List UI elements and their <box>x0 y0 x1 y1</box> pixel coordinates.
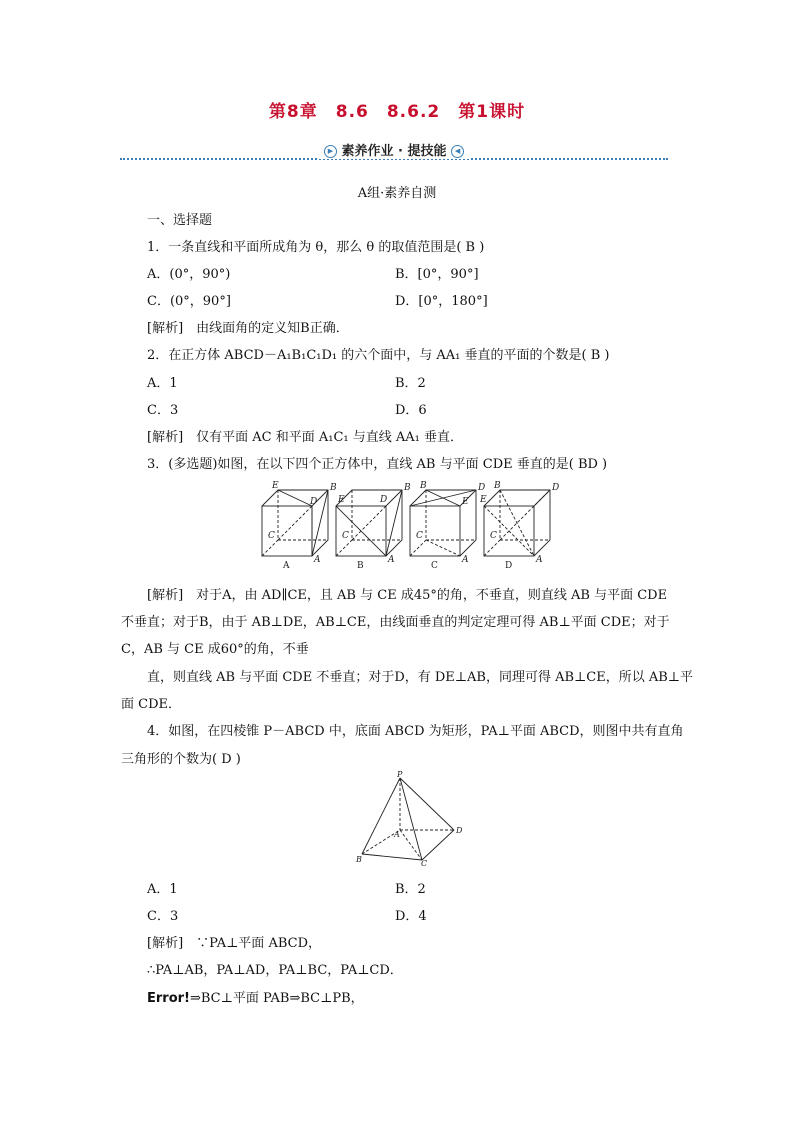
q4-stem-line1: 4．如图，在四棱锥 P－ABCD 中，底面 ABCD 为矩形，PA⊥平面 ABCD，则图中共有直角 <box>147 724 684 739</box>
svg-text:B: B <box>404 483 411 493</box>
svg-text:E: E <box>480 495 487 505</box>
q1-option-d: D．[0°，180°] <box>395 294 488 309</box>
q3-analysis-line4: 直，则直线 AB 与平面 CDE 不垂直；对于D，有 DE⊥AB，同理可得 AB⊥CE，所以 AB⊥平 <box>147 670 694 685</box>
svg-text:B: B <box>330 483 337 493</box>
group-title: A组·素养自测 <box>357 186 437 201</box>
q4-analysis-line3-rest: ⇒BC⊥平面 PAB⇒BC⊥PB， <box>189 991 364 1006</box>
banner-text: 素养作业 · 提技能 <box>341 144 447 159</box>
q1-stem: 1．一条直线和平面所成角为 θ，那么 θ 的取值范围是( B ) <box>147 240 485 255</box>
svg-text:C: C <box>268 531 275 541</box>
q3-analysis-line1: [解析] 对于A，由 AD∥CE，且 AB 与 CE 成45°的角，不垂直，则直线 AB 与平面 CDE <box>147 588 668 603</box>
svg-text:D: D <box>552 483 560 493</box>
q1-option-b: B．[0°，90°] <box>395 267 479 282</box>
play-left-icon: ◀ <box>451 145 464 158</box>
section-banner <box>120 140 668 162</box>
error-marker: Error! <box>147 991 190 1006</box>
q4-option-b: B．2 <box>395 882 426 897</box>
q4-analysis-line1: [解析] ∵PA⊥平面 ABCD， <box>147 936 321 951</box>
svg-text:C: C <box>416 531 423 541</box>
q3-analysis-line5: 面 CDE． <box>121 697 181 712</box>
q1-analysis: [解析] 由线面角的定义知B正确． <box>147 321 349 336</box>
q2-stem: 2．在正方体 ABCD－A₁B₁C₁D₁ 的六个面中，与 AA₁ 垂直的平面的个数是( B ) <box>147 348 610 363</box>
play-right-icon: ▶ <box>324 145 337 158</box>
q3-stem: 3．(多选题)如图，在以下四个正方体中，直线 AB 与平面 CDE 垂直的是( BD ) <box>147 457 608 472</box>
cube-figure-a <box>262 490 328 556</box>
cube-figure-b <box>336 490 402 556</box>
cube-label-a: A <box>283 561 290 571</box>
svg-text:D: D <box>380 495 388 505</box>
svg-text:D: D <box>478 483 486 493</box>
svg-text:B: B <box>494 481 501 491</box>
svg-text:C: C <box>490 531 497 541</box>
q4-option-c: C．3 <box>147 909 179 924</box>
svg-text:A: A <box>462 555 469 565</box>
svg-text:D: D <box>456 826 463 835</box>
section-heading: 一、选择题 <box>147 213 213 228</box>
cube-figure-d <box>484 490 550 556</box>
q3-cube-figures <box>258 478 558 570</box>
q3-analysis-line2: 不垂直；对于B，由于 AB⊥DE，AB⊥CE，由线面垂直的判定定理可得 AB⊥平面 CDE；对于 <box>121 615 670 630</box>
q1-option-a: A．(0°，90°) <box>147 267 231 282</box>
svg-text:D: D <box>310 497 318 507</box>
cube-label-b: B <box>357 561 364 571</box>
svg-text:C: C <box>421 859 428 868</box>
cube-label-d: D <box>505 561 513 571</box>
q4-analysis-line3 <box>147 987 364 1006</box>
svg-text:P: P <box>397 770 403 779</box>
q2-option-c: C．3 <box>147 403 179 418</box>
svg-text:B: B <box>356 855 362 864</box>
q2-option-b: B．2 <box>395 376 426 391</box>
svg-text:B: B <box>420 481 427 491</box>
svg-text:E: E <box>272 481 279 491</box>
svg-text:E: E <box>338 495 345 505</box>
svg-text:C: C <box>342 531 349 541</box>
cube-label-c: C <box>431 561 438 571</box>
q4-option-d: D．4 <box>395 909 427 924</box>
q4-stem-line2: 三角形的个数为( D ) <box>121 752 241 767</box>
svg-text:E: E <box>462 497 469 507</box>
svg-text:A: A <box>536 555 543 565</box>
q4-option-a: A．1 <box>147 882 178 897</box>
q1-option-c: C．(0°，90°] <box>147 294 231 309</box>
svg-text:A: A <box>388 555 395 565</box>
q4-analysis-line2: ∴PA⊥AB，PA⊥AD，PA⊥BC，PA⊥CD． <box>147 963 403 978</box>
svg-text:A: A <box>394 830 400 839</box>
q2-option-d: D．6 <box>395 403 427 418</box>
page-title: 第8章 8.6 8.6.2 第1课时 <box>268 102 526 122</box>
q3-analysis-line3: C，AB 与 CE 成60°的角，不垂 <box>121 642 309 657</box>
q2-option-a: A．1 <box>147 376 178 391</box>
q2-analysis: [解析] 仅有平面 AC 和平面 A₁C₁ 与直线 AA₁ 垂直． <box>147 430 464 445</box>
svg-text:A: A <box>314 555 321 565</box>
q4-pyramid-figure <box>352 770 472 866</box>
